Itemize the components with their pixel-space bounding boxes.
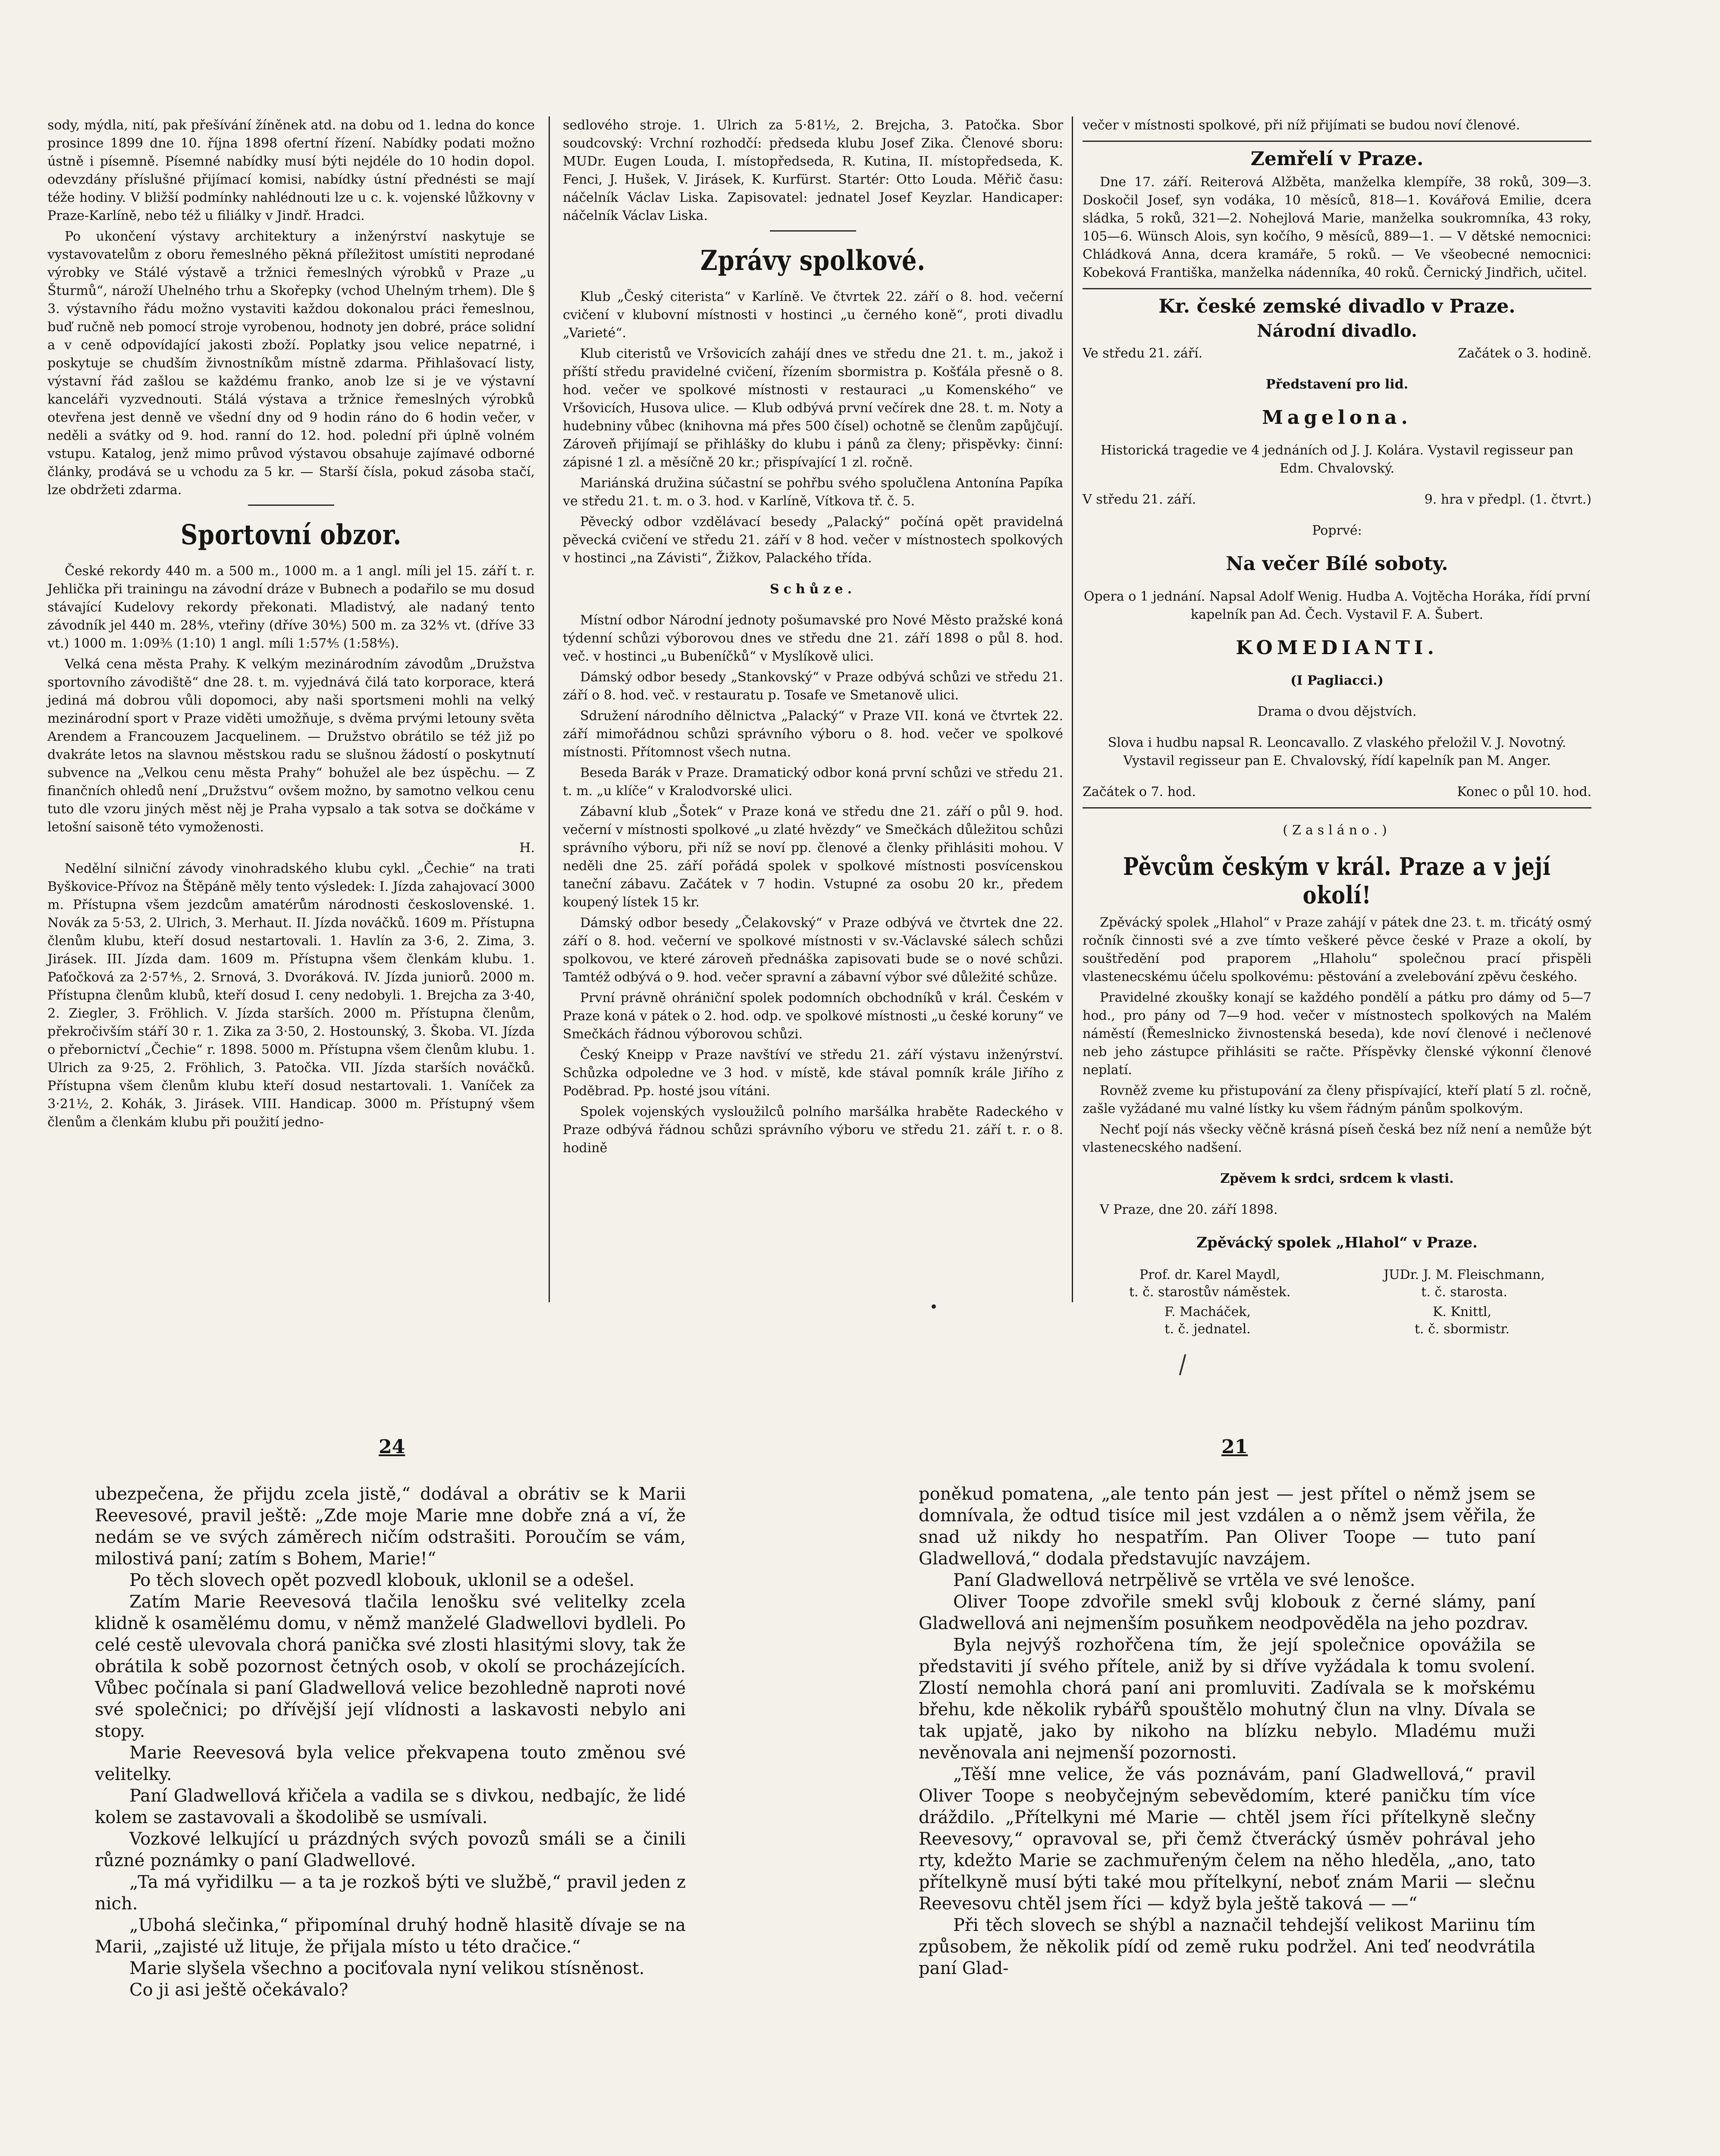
page-number-left: 24 — [379, 1436, 405, 1458]
deaths-heading: Zemřelí v Praze. — [1250, 148, 1424, 170]
story-paragraph: „Ubohá slečinka,“ připomínal druhý hodně hlasitě dívaje se na Marii, „zajisté už lituje, že přijala místo u této dračice.“ — [95, 1915, 686, 1957]
divider — [1083, 807, 1591, 808]
choir-appeal-body: Rovněž zveme ku přistupování za členy přispívající, kteří platí 5 zl. ročně, zašle vyžádané mu valné lístky ku všem řádným pánům spolkovým. — [1083, 1083, 1591, 1116]
theater-heading: Kr. české zemské divadlo v Praze. — [1158, 295, 1516, 317]
column-rule — [549, 116, 550, 1302]
choir-date: V Praze, dne 20. září 1898. — [1100, 1202, 1278, 1217]
story-paragraph: Byla nejvýš rozhořčena tím, že její společnice opovážila se představiti jí svého přítele, aniž by si dříve vyžádala k tomu svolení. Zlostí nemohla chorá paní ani promluviti. Zadívala se k mořskému břehu, kde několik rybářů spouštělo mohutný člun na vlny. Dívala se tak upjatě, jako by nikoho na blízku nebylo. Mladému muži nevěnovala ani nejmenší pozornosti. — [919, 1635, 1535, 1763]
story-paragraph: Oliver Toope zdvořile smekl svůj klobouk z černé slámy, paní Gladwellová ani nejmenším posuňkem neodpověděla na jeho pozdrav. — [919, 1592, 1535, 1633]
story-paragraph: ubezpečena, že přijdu zcela jistě,“ dodával a obrátiv se k Marii Reevesové, pravil ještě: „Zde moje Marie mne dobře zná a ví, že nedám se ve svých záměrech ničím odstrašiti. Poroučím se vám, milostivá paní; zatím s Bohem, Marie!“ — [95, 1484, 686, 1569]
performance-date: Ve středu 21. září. — [1083, 346, 1203, 361]
club-notice: Beseda Barák v Praze. Dramatický odbor koná první schůzi ve středu 21. t. m. „u klíče“ v Kralodvorské ulici. — [563, 765, 1063, 799]
choir-appeal-body: Pravidelné zkoušky konají se každého pondělí a pátku pro dámy od 5—7 hod., pro pány od 7—9 hod. večer v místnostech spolkových na Malém náměstí (Řemeslnicko živnostenská beseda), kde noví členové i nečlenové neb jeho zástupce přihlásiti se račte. Příspěvky členské výkonní členové neplatí. — [1083, 990, 1591, 1078]
theater-subheading: Národní divadlo. — [1257, 321, 1417, 341]
signature — [1164, 1304, 1251, 1338]
story-paragraph: poněkud pomatena, „ale tento pán jest — jest přítel o němž jsem se domnívala, že odtud tisíce mil jest vzdálen a o němž jsem věřila, že snad už nikdy ho nespatřím. Pan Oliver Toope — tuto paní Gladwellová,“ dodala představujíc navzájem. — [919, 1484, 1535, 1569]
club-notice: Dámský odbor besedy „Stankovský“ v Praze odbývá schůzi ve středu 21. září o 8. hod. več. v restauratu p. Tosafe ve Smetanově ulici. — [563, 670, 1063, 703]
story-paragraph: „Ta má vyřidilku — a ta je rozkoš býti ve službě,“ pravil jeden z nich. — [95, 1872, 686, 1914]
performance-note: Poprvé: — [1312, 523, 1362, 538]
choir-appeal-heading: Pěvcům českým v král. Praze a v její okolí! — [1123, 852, 1551, 909]
story-paragraph: Marie Reevesová byla velice překvapena touto změnou své velitelky. — [95, 1743, 686, 1784]
sport-signature: H. — [519, 840, 535, 856]
column-rule — [1072, 116, 1073, 1302]
tender-notice: sody, mýdla, nití, pak přešívání žíněnek atd. na dobu od 1. ledna do konce prosince 1899 dne 10. října 1898 ofertní řízení. Nabídky podati možno ústně i písemně. Písemné nabídky musí býti nejdéle do 10 hodin dopol. odevzdány příslušné přijímací komisi, nabídky ústní přednésti se mají téže hodiny. V bližší podmínky nahlédnouti lze u c. k. vojenské lůžkovny v Praze-Karlíně, nebo též u filiálky v Jindř. Hradci. — [47, 118, 535, 223]
story-paragraph: Co ji asi ještě očekávalo? — [129, 1980, 348, 2000]
choir-appeal-body: Zpěvácký spolek „Hlahol“ v Praze zahájí v pátek dne 23. t. m. třicátý osmý ročník činnosti své a zve tímto veškeré pěvce české v Praze a okolí, by souštředění pod praporem „Hlaholu“ společnou prací přispěli vlastenecskému účelu spolkovému: pěstování a zvelebování zpěvu českého. — [1083, 915, 1591, 984]
ink-speck — [932, 1304, 936, 1309]
section-heading-clubs: Zprávy spolkové. — [700, 244, 926, 277]
signature-role: t. č. starosta. — [1421, 1285, 1507, 1300]
club-notice: Mariánská družina súčastní se pohřbu svého spolučlena Antonína Papíka ve středu 21. t. m. o 3. hod. v Karlíně, Vítkova tř. č. 5. — [563, 476, 1063, 509]
performance-end: Konec o půl 10. hod. — [1457, 784, 1591, 799]
divider — [1083, 288, 1591, 289]
performance-time — [1083, 783, 1591, 801]
divider — [770, 230, 856, 232]
story-paragraph: Po těch slovech opět pozvedl klobouk, uklonil se a odešel. — [129, 1570, 635, 1590]
club-notice: Zábavní klub „Šotek“ v Praze koná ve středu dne 21. září o půl 9. hod. večerní v místnosti spolkové „u zlaté hvězdy“ ve Smečkách důležitou schůzi správního výboru, při níž se noví pp. členové a členky přihlásiti mohou. V neděli dne 25. září pořádá spolek v spolkové místnosti posvícenskou taneční zábavu. Začátek v 7 hodin. Vstupné za osobu 20 kr., předem koupený lístek 15 kr. — [563, 804, 1063, 910]
performance-genre: Drama o dvou dějstvích. — [1257, 704, 1417, 719]
performance-title: Magelona. — [1262, 407, 1412, 429]
signature — [1129, 1266, 1290, 1301]
column-left — [47, 116, 535, 1134]
deaths-list: Dne 17. září. Reiterová Alžběta, manželka klempíře, 38 roků, 309—3. Doskočil Josef, syn vodáka, 10 měsíců, 818—1. Kovářová Emilie, dcera sládka, 5 roků, 321—2. Nohejlová Marie, manželka soukromníka, 43 roky, 105—6. Wünsch Alois, syn kočího, 9 měsíců, 889—1. — V dětské nemocnici: Chládková Anna, dcera kramáře, 5 roků. — Ve všeobecné nemocnici: Kobeková Františka, manželka nádenníka, 40 roků. Černický Jindřich, učitel. — [1083, 175, 1591, 280]
club-notice: Dámský odbor besedy „Čelakovský“ v Praze odbývá ve čtvrtek dne 22. září o 8. hod. večerní ve spolkové místnosti v sv.-Václavské sálech schůzi spolkovou, ve které zároveň přednáška zapisovati bude se o nové schůzi. Tamtéž odbývá o 9. hod. večer spravní a zábavní výbor své důležité schůze. — [563, 915, 1063, 985]
performance-time — [1083, 491, 1591, 509]
story-paragraph: Marie slyšela všechno a pociťovala nyní velikou stísněnost. — [129, 1959, 645, 1978]
sport-records: České rekordy 440 m. a 500 m., 1000 m. a 1 angl. míli jel 15. září t. r. Jehlička při trainingu na závodní dráze v Bubnech a podařilo se mu dosud stávající Kudelovy rekordy překonati. Mladistvý, ale nadaný tento závodník jel 440 m. 28⅘, vteřiny (dříve 30⅘) 500 m. za 32⅘ vt. (dříve 33 vt.) 1000 m. 1:09⅗ (1:10) 1 angl. míli 1:57⅘ (1:58⅘). — [47, 564, 535, 651]
page-number-right: 21 — [1221, 1436, 1248, 1458]
performance-title: Na večer Bílé soboty. — [1226, 553, 1448, 575]
performance-start: Začátek o 3. hodině. — [1458, 346, 1591, 361]
signature-name: Prof. dr. Karel Maydl, — [1139, 1267, 1281, 1282]
club-notice: Český Kneipp v Praze navštíví ve středu 21. září výstavu inženýrství. Schůzka odpoledne ve 3 hod. v místě, kde stával pomník krále Jiřího z Poděbrad. Pp. hosté jsou vítáni. — [563, 1047, 1063, 1099]
signature-name: K. Knittl, — [1432, 1304, 1492, 1319]
club-notice-continued: večer v místnosti spolkové, při níž přijímati se budou noví členové. — [1083, 118, 1520, 133]
exhibition-notice: Po ukončení výstavy architektury a inženýrství naskytuje se vystavovatelům z oboru řemeslného pěkná příležitost umístiti neprodané výrobky ve Stálé výstavě a tržnici řemeslných výrobků v Praze „u Šturmů“, nároží Uhelného trhu a Skořepky (vchod Uhelným trhem). Dle § 3. výstavního řádu možno vystaviti každou dokonalou práci řemeslnou, buď ručně neb pomocí stroje vyrobenou, hodnoty jen dobré, práce solidní a v ceně odpovídající jakosti zboží. Poplatky jsou velice nepatrné, i poskytuje se chudším živnostníkům místně zdarma. Přihlašovací listy, výstavní řád zašlou se každému franko, anob lze si je ve výstavní kanceláři vyzvednouti. Stálá výstava a tržnice řemeslných výrobků otevřena jest denně ve všední dny od 9 hodin ráno do 6 hodin večer, v neděli a svátky od 9. hod. ranní do 12. hod. polední při úplně volném vstupu. Katalog, jenž mimo průvod výstavou obsahuje zajímavé odborné články, prodává se u vchodu za 5 kr. — Starší čísla, pokud zásoba stačí, lze obdržeti zdarma. — [47, 229, 535, 498]
divider — [248, 505, 334, 506]
sport-grand-prix: Velká cena města Prahy. K velkým mezinárodním závodům „Družstva sportovního závodiště“ dne 28. t. m. vyjednává čilá tato korporace, která jediná má dobrou vůli dopomoci, aby naši sportsmeni mohli na velký mezinárodní sport v Praze viděti umožňuje, s dvěma prvými letouny světa Arendem a Francouzem Jacquelinem. — Družstvo obrátilo se též již po dvakráte letos na slavnou městskou radu se slušnou žádostí o poskytnutí subvence na „Velkou cenu města Prahy“ bohužel ale bez úspěchu. — Z finančních ohledů není „Družstvu“ ovšem možno, by samotno velkou cenu tuto dle vzoru jiných měst něj je Praha vypsalo a tak sotva se dočkáme v letošní saisoně této vymoženosti. — [47, 657, 535, 835]
story-column-right — [919, 1483, 1535, 1979]
choir-motto: Zpěvem k srdci, srdcem k vlasti. — [1220, 1171, 1454, 1186]
club-notice: Pěvecký odbor vzdělávací besedy „Palacký“ počíná opět pravidelná pěvecká cvičení ve středu 21. září v 8 hod. večer v místnostech spolkových v hostinci „na Závisti“, Žižkov, Palackého třída. — [563, 514, 1063, 566]
signatures-row — [1083, 1266, 1591, 1301]
choir-signature-heading: Zpěvácký spolek „Hlahol“ v Praze. — [1196, 1234, 1478, 1251]
choir-appeal-body: Nechť pojí nás všecky věčně krásná píseň česká bez níž není a nemůže být vlastenecského nadšení. — [1083, 1122, 1591, 1155]
performance-description: Opera o 1 jednání. Napsal Adolf Wenig. Hudba A. Vojtěcha Horáka, řídí první kapelník pan Ad. Čech. Vystavil F. A. Šubert. — [1083, 589, 1591, 622]
story-paragraph: „Těší mne velice, že vás poznávám, paní Gladwellová,“ pravil Oliver Toope s neobyčejným sebevědomím, které paničku tím více dráždilo. „Přítelkyni mé Marie — chtěl jsem říci přítelkyně slečny Reevesovy,“ opravoval se, při čemž čtverácký úsměv pohrával jeho rty, kdežto Marie se zachmuřeným čelem na něho hleděla, „ano, tato přítelkyně musí býti také mou přítelkyní, neboť znám Marii — slečnu Reevesovu chtěl jsem říci — když byla ještě taková — —“ — [919, 1764, 1535, 1914]
story-paragraph: Při těch slovech se shýbl a naznačil tehdejší velikost Mariinu tím způsobem, že několik pídí od země ruku podržel. Ani teď neodvrátila paní Glad- — [919, 1915, 1535, 1978]
race-officials: sedlového stroje. 1. Ulrich za 5·81½, 2. Brejcha, 3. Patočka. Sbor soudcovský: Vrchní rozhodčí: předseda klubu Josef Zika. Členové sboru: MUDr. Eugen Louda, I. místopředseda, R. Kutina, II. místopředseda, K. Fenci, J. Hušek, V. Jirásek, K. Kurfürst. Startér: Otto Louda. Měřič času: náčelník Václav Liska. Zapisovatel: jednatel Josef Keyzlar. Handicaper: náčelník Václav Liska. — [563, 118, 1063, 223]
signature-name: F. Macháček, — [1164, 1304, 1251, 1319]
performance-date: V středu 21. září. — [1083, 492, 1196, 507]
divider — [1083, 141, 1591, 142]
signature-role: t. č. sbormistr. — [1414, 1322, 1510, 1337]
performance-description: Slova i hudbu napsal R. Leoncavallo. Z vlaského přeložil V. J. Novotný. Vystavil regisseur pan E. Chvalovský, řídí kapelník pan M. Anger. — [1108, 735, 1566, 768]
sport-road-race: Nedělní silniční závody vinohradského klubu cykl. „Čechie“ na trati Byškovice-Přívoz na Štěpáně měly tento výsledek: I. Jízda zahajovací 3000 m. Přístupna všem jezdcům amatérům národnosti československé. 1. Novák za 5·53, 2. Ulrich, 3. Merhaut. II. Jízda nováčků. 1609 m. Přístupna členům klubu, kteří dosud nestartovali. 1. Havlín za 3·6, 2. Zima, 3. Jirásek. III. Jízda dam. 1609 m. Přístupna všem členkám klubu. 1. Paťočková za 2·57⅘, 2. Srnová, 3. Dvoráková. IV. Jízda juniorů. 2000 m. Přístupna členům klubů, kteří dosud I. ceny nedobyli. 1. Brejcha za 3·40, 2. Ziegler, 3. Fröhlich. V. Jízda starších. 2000 m. Přístupna členům, překročivším stáří 30 r. 1. Zika za 3·50, 2. Hostounský, 3. Škoba. VI. Jízda o přebornictví „Čechie“ r. 1898. 5000 m. Přístupna všem členům klubu. 1. Ulrich za 9·25, 2. Fröhlich, 3. Patočka. VII. Jízda starších nováčků. Přístupna všem členům klubu kteří dosud nestartovali. 1. Vaníček za 3·21½, 2. Kohák, 3. Jirásek. VIII. Handicap. 3000 m. Přístupný všem členům a členkám klubu při použití jedno- — [47, 861, 535, 1130]
performance-start: Začátek o 7. hod. — [1083, 784, 1196, 799]
story-paragraph: Zatím Marie Reevesová tlačila lenošku své velitelky zcela klidně k osamělému domu, v němž manželé Gladwellovi bydleli. Po celé cestě ulevovala chorá panička své zlosti hlasitými slovy, tak že obrátila k sobě pozornost četných osob, v okolí se procházejících. Vůbec počínala si paní Gladwellová velice bezohledně naproti nové své společnici; po dřívější její vlídnosti a laskavosti nebylo ani stopy. — [95, 1592, 686, 1741]
column-middle — [563, 116, 1063, 1160]
signature-role: t. č. jednatel. — [1164, 1322, 1251, 1337]
signature — [1384, 1266, 1545, 1301]
performance-time — [1083, 345, 1591, 363]
performance-description: Historická tragedie ve 4 jednáních od J. J. Kolára. Vystavil regisseur pan Edm. Chvalovský. — [1100, 443, 1574, 476]
club-notice: Místní odbor Národní jednoty pošumavské pro Nové Město pražské koná týdenní schůzi výborovou dnes ve středu dne 21. září 1898 o půl 8. hod. več. v hostinci „u Bubeníčků“ v Myslíkově ulici. — [563, 613, 1063, 664]
club-notice: První právně ohrániční spolek podomních obchodníků v král. Českém v Praze koná v pátek o 2. hod. odp. ve spolkové místnosti „u české koruny“ ve Smečkách řádnou výborovou schůzi. — [563, 990, 1063, 1042]
performance-note: Představení pro lid. — [1265, 377, 1409, 392]
story-paragraph: Paní Gladwellová křičela a vadila se s divkou, nedbajíc, že lidé kolem se zastavovali a škodolibě se usmívali. — [95, 1786, 686, 1827]
signatures-row — [1083, 1304, 1591, 1338]
story-paragraph: Paní Gladwellová netrpělivě se vrtěla ve své lenošce. — [953, 1570, 1416, 1590]
submitted-label: (Zasláno.) — [1283, 823, 1391, 838]
signature-name: JUDr. J. M. Fleischmann, — [1384, 1267, 1545, 1282]
column-right — [1083, 116, 1591, 1338]
ink-mark — [1179, 1354, 1186, 1375]
section-heading-sport: Sportovní obzor. — [180, 519, 402, 551]
performance-subscription: 9. hra v předpl. (1. čtvrt.) — [1424, 492, 1591, 507]
club-notice: Spolek vojenských vysloužilců polního maršálka hraběte Radeckého v Praze odbývá řádnou schůzi správního výboru ve středu 21. září t. r. o 8. hodině — [563, 1104, 1063, 1156]
subheading-meetings: Schůze. — [769, 582, 857, 597]
performance-subtitle: (I Pagliacci.) — [1290, 673, 1384, 688]
signature-role: t. č. starostův náměstek. — [1129, 1285, 1291, 1300]
signature — [1415, 1304, 1510, 1338]
performance-title: KOMEDIANTI. — [1236, 637, 1438, 659]
club-notice: Klub citeristů ve Vršovicích zahájí dnes ve středu dne 21. t. m., jakož i příští středu pravidelné cvičení, řízením sbormistra p. Košťála přesně o 8. hod. večer ve spolkové místnosti v restauraci „u Komenského“ ve Vršovicích, Husova ulice. — Klub odbývá první večírek dne 28. t. m. Noty a hudebniny vůbec (knihovna má přes 500 čísel) ochotně se členům zapůjčují. Zároveň přijímají se přihlášky do klubu i pánů za členy; přispěvky: činní: zápisné 1 zl. a měsíčně 20 kr.; přispívající 1 zl. ročně. — [563, 346, 1063, 470]
story-column-left — [95, 1483, 686, 2001]
story-paragraph: Vozkové lelkující u prázdných svých povozů smáli se a činili různé poznámky o paní Gladwellové. — [95, 1829, 686, 1871]
club-notice: Sdružení národního dělnictva „Palacký“ v Praze VII. koná ve čtvrtek 22. září mimořádnou schůzi správního výboru o 8. hod. večer ve spolkové místnosti. Přítomnost všech nutna. — [563, 708, 1063, 760]
club-notice: Klub „Český citerista“ v Karlíně. Ve čtvrtek 22. září o 8. hod. večerní cvičení v klubovní místnosti v hostinci „u černého koně“, proti divadlu „Varieté“. — [563, 289, 1063, 341]
